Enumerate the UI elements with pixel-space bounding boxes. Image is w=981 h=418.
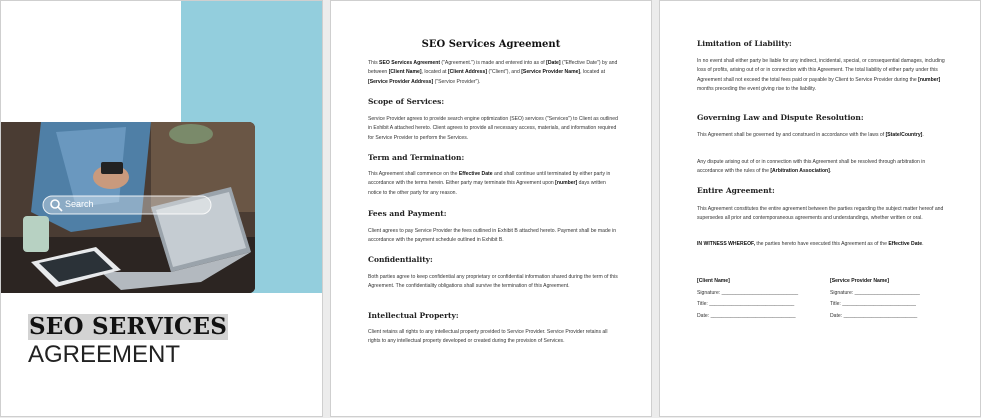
provider-name-label: [Service Provider Name] [830,278,889,284]
client-date-line[interactable]: Date: ______________________________ [697,312,796,319]
client-title-line[interactable]: Title: ______________________________ [697,301,795,307]
document-title: SEO Services Agreement [421,39,561,50]
ip-heading: Intellectual Property: [368,311,459,320]
cover-title: SEO SERVICES [29,313,228,340]
entire-agreement-heading: Entire Agreement: [697,186,775,195]
provider-signature-line[interactable]: Signature: _______________________ [830,289,920,296]
law-paragraph-1: This Agreement shall be governed by and construed in accordance with the laws of [State/Country]. [697,132,924,138]
scope-paragraph: Service Provider agrees to provide search engine optimization (SEO) services ("Services") to Client as outlined in Exhibit A attached hereto. Client agrees to provide all necessary access, materials, and information required for Service Provider to perform the Services. [368,116,618,141]
cover-subtitle: AGREEMENT [28,341,181,368]
confidentiality-paragraph: Both parties agree to keep confidential any proprietary or confidential information shared during the term of this Agreement. The confidentiality obligations shall survive the termination of this Agreement. [368,274,618,290]
fees-paragraph: Client agrees to pay Service Provider the fees outlined in Exhibit B attached hereto. Payment shall be made in accordance with the payment schedule outlined in Exhibit B. [368,228,617,244]
liability-heading: Limitation of Liability: [697,39,792,48]
agreement-page-3 [659,0,981,417]
term-heading: Term and Termination: [368,153,465,162]
cover-photo-illustration [1,122,255,293]
ip-paragraph: Client retains all rights to any intellectual property provided to Service Provider. Service Provider retains all rights to any intellectual property developed or created during the provision of Services. [368,329,608,345]
provider-signature-block [830,276,950,322]
cover-page [0,0,323,417]
fees-heading: Fees and Payment: [368,209,447,218]
provider-date-line[interactable]: Date: __________________________ [830,312,918,319]
law-heading: Governing Law and Dispute Resolution: [697,113,864,122]
client-name-label: [Client Name] [697,278,730,284]
agreement-page-2 [330,0,652,417]
intro-paragraph: This SEO Services Agreement ("Agreement.") is made and entered into as of [Date] ("Effective Date") by and between [Client Name], located at [Client Address] ("Client"), and [Service Provider Name], located at [Service Provider Address] ("Service Provider"). [368,60,618,85]
liability-paragraph: In no event shall either party be liable for any indirect, incidental, special, or consequential damages, including loss of profits, arising out of or in connection with this Agreement. The total liability of either party under this Agreement shall not exceed the total fees paid or payable by Client to Service Provider during the [number] months preceding the event giving rise to the liability. [697,58,945,93]
provider-title-line[interactable]: Title: __________________________ [830,301,916,307]
law-paragraph-2: Any dispute arising out of or in connection with this Agreement shall be resolved through arbitration in accordance with the rules of the [Arbitration Association]. [697,159,926,175]
confidentiality-heading: Confidentiality: [368,255,433,264]
client-signature-line[interactable]: Signature: ___________________________ [697,289,799,296]
term-paragraph: This Agreement shall commence on the Effective Date and shall continue until terminated by either party in accordance with the terms herein. Either party may terminate this Agreement upon [number] days written notice to the other party for any reason. [368,171,611,196]
scope-heading: Scope of Services: [368,97,445,106]
entire-agreement-paragraph: This Agreement constitutes the entire agreement between the parties regarding the subject matter hereof and supersedes all prior and contemporaneous agreements and understandings, whether written or oral. [697,206,944,222]
photo-search-text: Search [65,199,94,209]
cover-photo [1,122,255,293]
witness-paragraph: IN WITNESS WHEREOF, the parties hereto have executed this Agreement as of the Effective Date. [697,241,924,247]
client-signature-block [697,276,817,322]
